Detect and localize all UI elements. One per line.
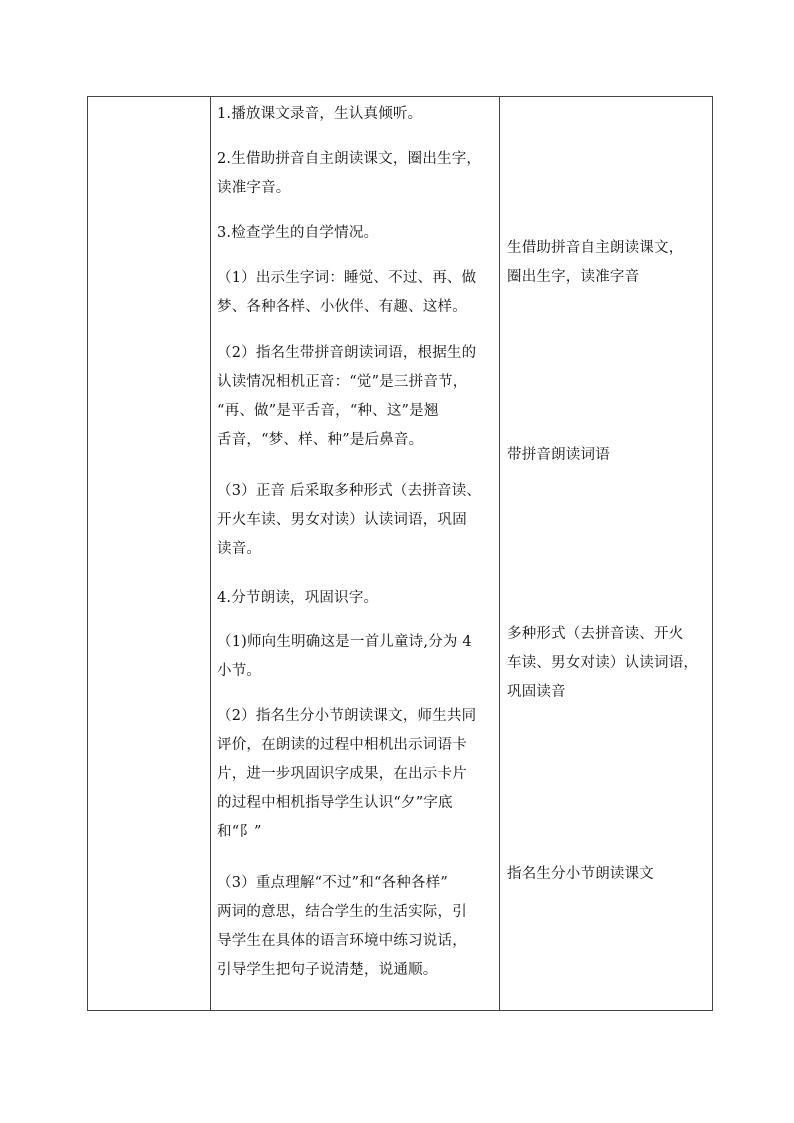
table-column-student-activity (499, 97, 713, 1010)
paragraph-4: （1）出示生字词：睡觉、不过、再、做 梦、各种各样、小伙伴、有趣、这样。 (217, 270, 477, 315)
paragraph-7: 4.分节朗读，巩固识字。 (217, 590, 379, 606)
table-column-teacher-activity (210, 97, 500, 1010)
paragraph-9: （2）指名生分小节朗读课文，师生共同 评价，在朗读的过程中相机出示词语卡 片，进一步巩固识字成果，在出示卡片 的过程中相机指导学生认识“夕”字底 和“阝” (217, 708, 477, 840)
paragraph-10: （3）重点理解“不过”和“各种各样” 两词的意思，结合学生的生活实际，引 导学生在具体的语言环境中练习说话， 引导学生把句子说清楚，说通顺。 (217, 875, 467, 978)
note-3: 多种形式（去拼音读、开火 车读、男女对读）认读词语， 巩固读音 (507, 626, 699, 700)
paragraph-6: （3）正音 后采取多种形式（去拼音读、 开火车读、男女对读）认读词语，巩固 读音。 (217, 483, 482, 557)
note-2: 带拼音朗读词语 (507, 447, 610, 463)
paragraph-3: 3.检查学生的自学情况。 (217, 225, 379, 241)
note-4: 指名生分小节朗读课文 (507, 866, 654, 882)
paragraph-1: 1.播放课文录音，生认真倾听。 (217, 106, 423, 122)
lesson-table (87, 96, 713, 1011)
table-column-stage (88, 97, 211, 1010)
note-1: 生借助拼音自主朗读课文， 圈出生字，读准字音 (507, 240, 684, 285)
paragraph-5: （2）指名生带拼音朗读词语，根据生的 认读情况相机正音：“觉”是三拼音节， “再、做”是平舌音，“种、这”是翘 舌音，“梦、样、种”是后鼻音。 (217, 345, 477, 448)
paragraph-8: （1)师向生明确这是一首儿童诗,分为 4 小节。 (217, 634, 472, 679)
paragraph-2: 2.生借助拼音自主朗读课文，圈出生字， 读准字音。 (217, 151, 482, 196)
